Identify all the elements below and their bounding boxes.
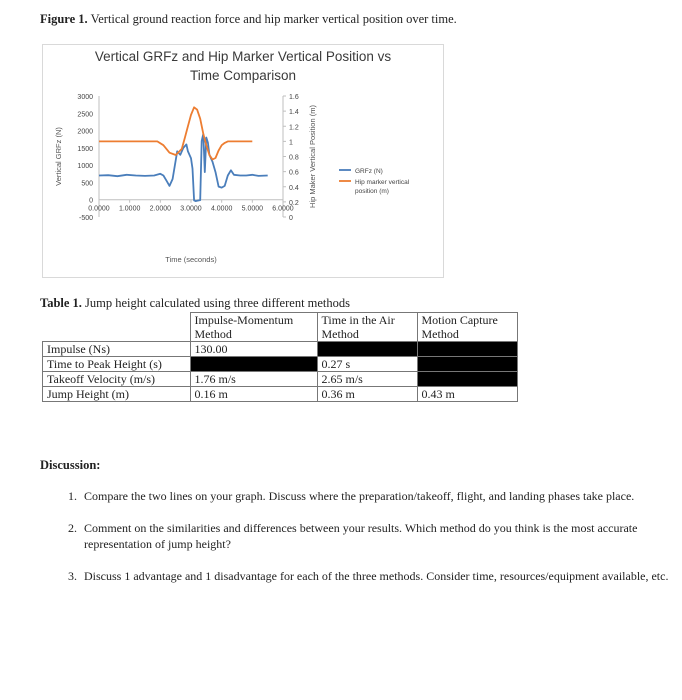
y-left-tick-label: -500 [78,215,93,222]
discussion-questions [58,488,670,600]
chart-container [42,44,444,278]
row-label: Time to Peak Height (s) [43,357,191,372]
table-label: Table 1. [40,296,82,310]
x-tick-label: 6.0000 [272,205,294,213]
chart-svg [43,45,443,277]
y-left-tick-label: 2000 [77,128,93,136]
x-tick-label: 1.0000 [118,205,141,213]
discussion-question: 1. Compare the two lines on your graph. Discuss where the preparation/takeoff, flight, and landing phases take place. [80,488,670,504]
discussion-question: 3. Discuss 1 advantage and 1 disadvantage for each of the three methods. Consider time, resources/equipment available, etc. [80,568,670,584]
x-tick-label: 2.0000 [149,205,172,213]
table-header-cell: Motion Capture Method [417,313,517,342]
table-cell: 0.27 s [317,357,417,372]
y-right-tick-label: 1.6 [289,94,299,101]
series-line-hip-position [99,107,252,159]
table-cell: 0.16 m [190,387,317,402]
table-header-empty [43,313,191,342]
y-right-tick-label: 0.6 [289,169,299,177]
x-tick-label: 3.0000 [180,205,202,213]
y-left-tick-label: 3000 [77,94,93,101]
figure-caption-text: Vertical ground reaction force and hip marker vertical position over time. [90,12,457,26]
blacked-out-cell [190,357,317,372]
table-row [43,342,518,357]
discussion-title: Discussion: [40,458,101,472]
blacked-out-cell [417,372,517,387]
table-header-row [43,313,518,342]
blacked-out-cell [417,342,517,357]
table-header-cell: Time in the Air Method [317,313,417,342]
x-tick-label: 5.0000 [241,205,264,213]
y-left-tick-label: 1500 [77,145,93,153]
y-left-tick-label: 1000 [77,163,93,171]
y-right-tick-label: 1.2 [289,124,299,132]
results-table [42,312,518,402]
y-right-tick-label: 0 [289,215,293,222]
y-left-tick-label: 2500 [77,111,93,119]
discussion-question: 2. Comment on the similarities and differences between your results. Which method do you think is the most accurate representation of jump height? [80,520,670,552]
table-caption [40,296,350,311]
legend-label: Hip marker vertical position (m) [355,179,410,195]
y-left-tick-label: 500 [81,180,93,188]
table-row [43,372,518,387]
legend-label: GRFz (N) [355,168,383,175]
blacked-out-cell [317,342,417,357]
chart-title-line2: Time Comparison [189,68,297,83]
chart-title-line1: Vertical GRFz and Hip Marker Vertical Position vs [94,49,392,64]
table-cell: 0.43 m [417,387,517,402]
y-axis-right-title: Hip Maker Vertical Position (m) [308,105,317,208]
table-header-cell: Impulse-Momentum Method [190,313,317,342]
y-left-tick-label: 0 [89,197,93,205]
y-right-tick-label: 0.2 [289,199,299,207]
row-label: Impulse (Ns) [43,342,191,357]
x-axis-title: Time (seconds) [165,255,217,264]
table-row [43,357,518,372]
row-label: Jump Height (m) [43,387,191,402]
y-right-tick-label: 1 [289,139,293,147]
y-axis-left-title: Vertical GRFz (N) [54,127,63,186]
table-caption-text: Jump height calculated using three different methods [85,296,351,310]
table-cell: 130.00 [190,342,317,357]
table-cell: 2.65 m/s [317,372,417,387]
table-cell: 0.36 m [317,387,417,402]
table-row [43,387,518,402]
y-right-tick-label: 1.4 [289,109,299,117]
row-label: Takeoff Velocity (m/s) [43,372,191,387]
x-tick-label: 4.0000 [210,205,233,213]
y-right-tick-label: 0.4 [289,184,299,192]
table-cell: 1.76 m/s [190,372,317,387]
x-tick-label: 0.0000 [88,205,110,213]
figure-label: Figure 1. [40,12,88,26]
y-right-tick-label: 0.8 [289,154,299,162]
blacked-out-cell [417,357,517,372]
figure-caption [40,12,457,27]
